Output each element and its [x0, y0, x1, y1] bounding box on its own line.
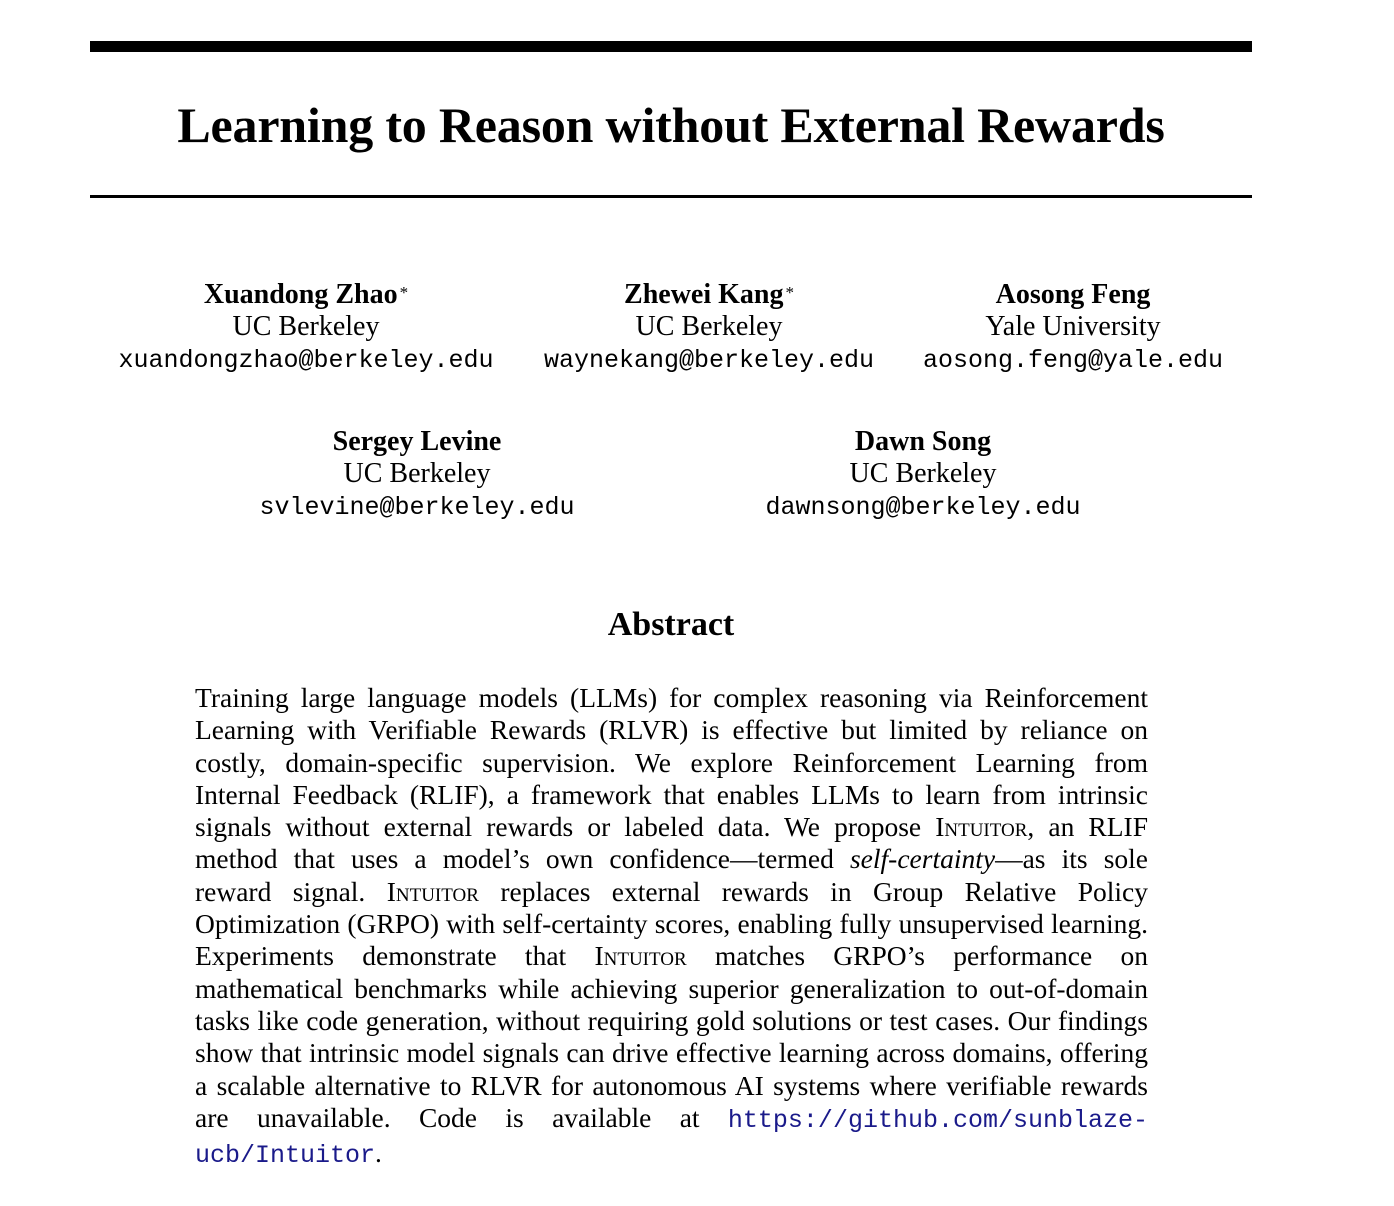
- abstract-text: replaces external rewards in Group Relative Policy Optimization (GRPO) with self-certainty scores, enabling fully unsupervised learning. Experiments demonstrate that: [195, 875, 1148, 972]
- equal-contribution-mark: *: [399, 283, 409, 302]
- author-name: Sergey Levine: [332, 426, 502, 457]
- author-affiliation: UC Berkeley: [849, 458, 997, 489]
- abstract-text: Training large language models (LLMs) for complex reasoning via Reinforcement Learning with Verifiable Rewards (RLVR) is effective but limited by reliance on costly, domain-specific supervision. We explore Reinforcement Learning from Internal Feedback (RLIF), a framework that enables LLMs to learn from intrinsic signals without external rewards or labeled data. We propose: [195, 682, 1148, 843]
- author-name: Xuandong Zhao *: [203, 279, 409, 310]
- author-affiliation: Yale University: [985, 311, 1161, 342]
- author-email[interactable]: dawnsong@berkeley.edu: [765, 493, 1081, 522]
- author-block: [544, 279, 874, 379]
- abstract-heading: Abstract: [607, 606, 735, 643]
- author-block: [259, 426, 574, 526]
- abstract-text: .: [375, 1137, 382, 1169]
- author-name: Aosong Feng: [995, 279, 1151, 310]
- author-email[interactable]: xuandongzhao@berkeley.edu: [118, 346, 494, 375]
- author-name: Zhewei Kang *: [624, 279, 794, 310]
- equal-contribution-mark: *: [785, 283, 794, 302]
- author-block: [765, 426, 1080, 526]
- abstract-text: matches GRPO’s performance on mathematical benchmarks while achieving superior generalization to out-of-domain tasks like code generation, without requiring gold solutions or test cases. Our findings show that intrinsic model signals can drive effective learning across domains, offering a scalable alternative to RLVR for autonomous AI systems where verifiable rewards are unavailable. Code is available at: [195, 940, 1148, 1133]
- paper-title: Learning to Reason without External Rewards: [177, 97, 1165, 153]
- emphasized-term: self-certainty: [849, 843, 996, 875]
- author-affiliation: UC Berkeley: [343, 458, 491, 489]
- title-rule: [90, 195, 1252, 198]
- abstract-body: [195, 682, 1148, 1172]
- code-link[interactable]: https://github.com/sunblaze-ucb/Intuitor: [195, 1105, 1148, 1171]
- author-block: [118, 279, 493, 379]
- method-name: Intuitor: [386, 875, 479, 907]
- method-name: Intuitor: [935, 811, 1028, 843]
- top-rule: [90, 41, 1252, 52]
- author-block: [923, 279, 1223, 379]
- abstract-text: , an RLIF method that uses a model’s own confidence—termed: [195, 811, 1148, 875]
- author-email[interactable]: waynekang@berkeley.edu: [543, 346, 875, 375]
- author-email[interactable]: svlevine@berkeley.edu: [259, 493, 575, 522]
- abstract-text: —as its sole reward signal.: [195, 843, 1148, 907]
- author-affiliation: UC Berkeley: [635, 311, 783, 342]
- author-name: Dawn Song: [854, 426, 992, 457]
- author-affiliation: UC Berkeley: [232, 311, 380, 342]
- author-email[interactable]: aosong.feng@yale.edu: [922, 346, 1224, 375]
- method-name: Intuitor: [594, 940, 687, 972]
